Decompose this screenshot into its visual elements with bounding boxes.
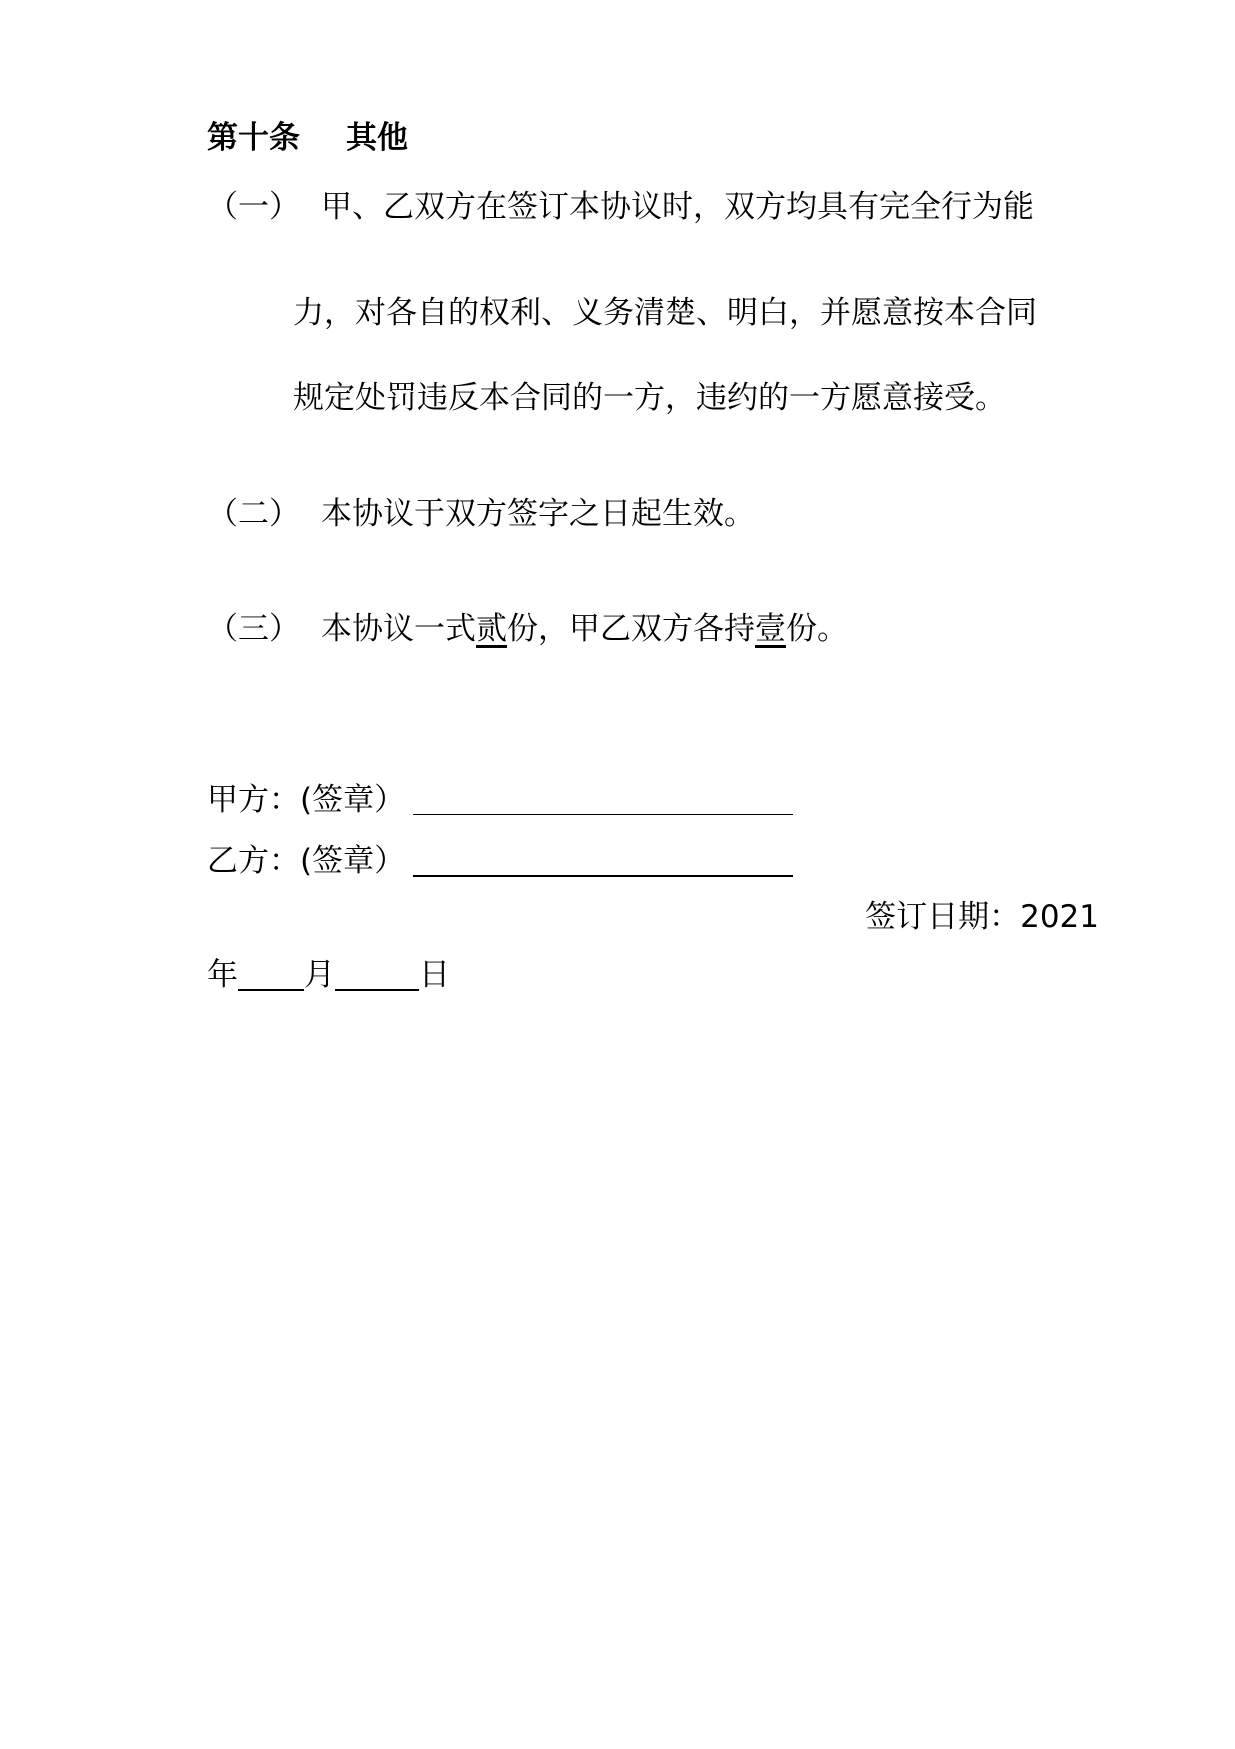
party-b-label: 乙方：(签章） — [207, 843, 406, 879]
signing-date-label: 签订日期：2021 — [865, 899, 1099, 935]
party-b-signature-line[interactable] — [413, 841, 793, 877]
clause-3-text-c: 份。 — [786, 611, 848, 647]
clause-2-text: 本协议于双方签字之日起生效。 — [321, 496, 755, 532]
party-a-label: 甲方：(签章） — [207, 782, 406, 818]
copies-total: 贰 — [476, 611, 507, 647]
article-number: 第十条 — [207, 120, 300, 156]
clause-1-line-2 — [293, 293, 1037, 333]
year-label: 年 — [207, 957, 238, 993]
clause-1-line-1 — [207, 187, 1034, 227]
day-blank[interactable] — [335, 955, 419, 991]
clause-3-text-b: 份，甲乙双方各持 — [507, 611, 755, 647]
clause-3 — [207, 609, 848, 649]
clause-2-number: （二） — [207, 496, 300, 532]
clause-3-text-a: 本协议一式 — [321, 611, 476, 647]
clause-1-text-line-2: 力，对各自的权利、义务清楚、明白，并愿意按本合同 — [293, 295, 1037, 331]
clause-1-line-3 — [293, 378, 1006, 418]
date-fields-row — [207, 955, 450, 995]
signing-date-row — [865, 897, 1099, 937]
copies-each: 壹 — [755, 611, 786, 647]
clause-1-text-line-1: 甲、乙双方在签订本协议时，双方均具有完全行为能 — [321, 189, 1034, 225]
clause-3-number: （三） — [207, 611, 300, 647]
article-title: 其他 — [346, 120, 408, 156]
article-heading — [207, 118, 408, 158]
month-blank[interactable] — [238, 955, 304, 991]
clause-2 — [207, 494, 755, 534]
party-b-signature-row — [207, 841, 793, 881]
month-label: 月 — [304, 957, 335, 993]
clause-1-text-line-3: 规定处罚违反本合同的一方，违约的一方愿意接受。 — [293, 380, 1006, 416]
party-a-signature-row — [207, 780, 793, 820]
day-label: 日 — [419, 957, 450, 993]
clause-1-number: （一） — [207, 189, 300, 225]
party-a-signature-line[interactable] — [413, 780, 793, 815]
